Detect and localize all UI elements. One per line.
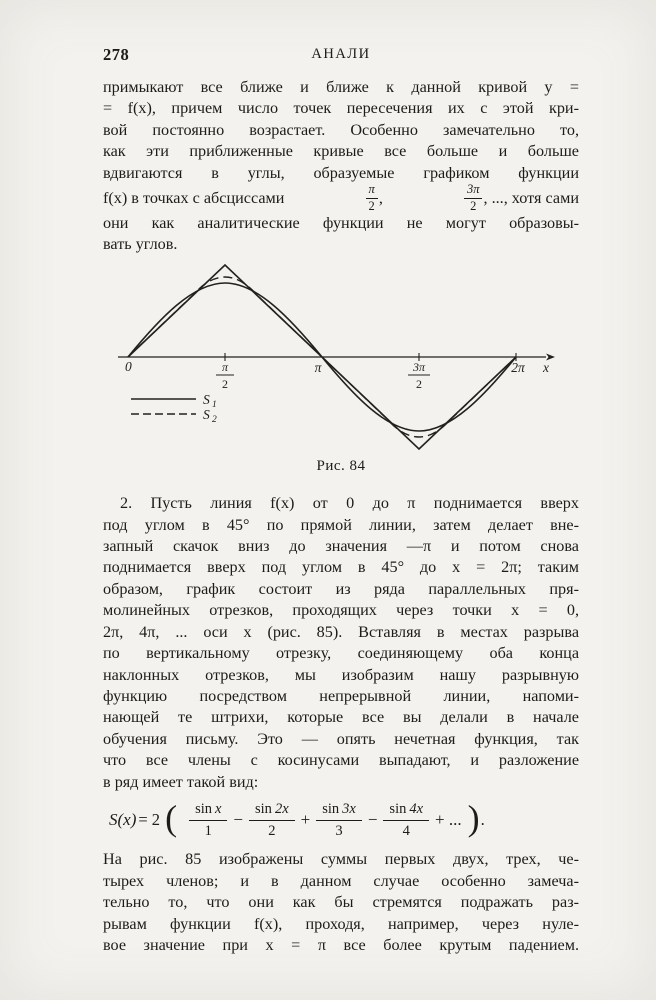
open-paren: (	[165, 798, 178, 839]
paragraph-1	[103, 77, 579, 256]
paragraph-1-top	[103, 77, 579, 184]
text-line: = f(x), причем число точек пересечения их с этой кри-	[103, 99, 579, 118]
text-line: наклонных отрезков, мы изобразим нашу разрывную	[103, 665, 579, 684]
label-pi-2-num: π	[221, 359, 229, 374]
figure-caption: Рис. 84	[316, 457, 366, 474]
page-header	[103, 44, 579, 66]
inline-fraction-3pi-2: 3π 2	[464, 183, 483, 214]
figure-plot	[103, 258, 579, 454]
separator-comma: ,	[378, 188, 383, 207]
legend-s2-label: S	[203, 406, 210, 422]
term-op: +	[300, 810, 311, 830]
label-origin: 0	[125, 358, 132, 374]
sin-fn: sin	[195, 800, 212, 817]
fraction-term-4	[383, 801, 429, 839]
text-line: нающей те штрихи, которые все вы делали в начале	[103, 708, 579, 727]
abscissa-2	[463, 183, 579, 214]
term-den: 4	[402, 822, 410, 839]
term-op: −	[233, 810, 244, 830]
fraction-line-pre: f(x) в точках с абсциссами	[103, 188, 285, 207]
paragraph-2-body	[103, 515, 579, 793]
formula-tail: + ...	[435, 810, 462, 830]
text-line: в ряд имеет такой вид:	[103, 772, 259, 791]
text-line: вое значение при x = π все более крутым падением.	[103, 935, 579, 954]
figure-84	[103, 258, 579, 477]
formula-period: .	[480, 810, 485, 830]
sin-arg: 3x	[342, 800, 356, 817]
text-line: как эти приближенные кривые все больше и больше	[103, 142, 579, 161]
text-line: тырех членов; и в данном случае особенно замеча-	[103, 871, 579, 890]
text-line: они как аналитические функции не могут образовы-	[103, 214, 579, 233]
fraction-term-1	[189, 801, 227, 839]
legend-s1-label: S	[203, 391, 210, 407]
sin-arg: 4x	[409, 800, 424, 817]
paragraph-2	[103, 493, 579, 793]
term-den: 3	[335, 822, 343, 839]
running-title: АНАЛИ	[311, 46, 371, 62]
sin-arg: x	[214, 800, 222, 817]
formula-equals: = 2	[138, 810, 161, 830]
text-line: под углом в 45° по прямой линии, затем делает вне-	[103, 515, 579, 534]
text-line: поднимается вверх под углом в 45° до x = 2π; таким	[103, 558, 579, 577]
sin-fn: sin	[322, 800, 340, 817]
text-line: вдвигаются в углы, образуемые графиком функции	[103, 163, 579, 182]
close-paren: )	[467, 798, 480, 839]
text-line: функцию посредством непрерывной линии, напоми-	[103, 686, 579, 705]
text-line: примыкают все ближе и ближе к данной кривой y =	[103, 78, 579, 96]
fraction-term-2	[249, 801, 295, 839]
text-line: запный скачок вниз до значения —π и потом снова	[103, 537, 579, 556]
formula-lhs: S(x)	[109, 810, 137, 830]
paragraph-3	[103, 849, 579, 956]
term-op: −	[367, 810, 378, 830]
series-formula	[109, 798, 579, 839]
text-line: образом, график состоит из ряда параллельных пря-	[103, 579, 579, 598]
legend-s1-sub: 1	[212, 399, 217, 410]
paragraph-3-body	[103, 849, 579, 956]
label-x-axis-var: x	[543, 359, 549, 375]
term-den: 1	[204, 822, 212, 839]
sin-fn: sin	[389, 800, 407, 817]
label-pi-2-den: 2	[222, 376, 228, 391]
text-line: молинейных отрезков, проходящих через точки x = 0,	[103, 601, 579, 620]
text-line: рывам функции f(x), проходя, например, через нуле-	[103, 914, 579, 933]
label-3pi-2-den: 2	[416, 376, 422, 391]
text-line: обучения письму. Это — опять нечетная функция, так	[103, 729, 579, 748]
page-number: 278	[103, 45, 130, 64]
text-line: тельно то, что они как бы стремятся подражать раз-	[103, 893, 579, 912]
label-2pi: 2π	[511, 359, 525, 375]
text-line: вой постоянно возрастает. Особенно замечательно то,	[103, 120, 579, 139]
sin-fn: sin	[255, 800, 272, 817]
abscissa-1	[365, 183, 383, 214]
text-line: 2. Пусть линия f(x) от 0 до π поднимается вверх	[120, 494, 579, 513]
inline-fraction-pi-2: π 2	[366, 183, 378, 214]
text-line: вать углов.	[103, 235, 178, 254]
fraction-term-3	[316, 801, 362, 839]
sin-arg: 2x	[274, 800, 289, 817]
text-line: по вертикальному отрезку, соединяющему оба конца	[103, 644, 579, 663]
text-line: На рис. 85 изображены суммы первых двух, трех, че-	[103, 850, 579, 869]
text-line: 2π, 4π, ... оси x (рис. 85). Вставляя в местах разрыва	[103, 622, 579, 641]
fraction-line-post: , ..., хотя сами	[483, 188, 579, 207]
fraction-line	[103, 184, 579, 213]
text-block	[103, 44, 579, 956]
term-den: 2	[268, 822, 276, 839]
paragraph-1-bottom	[103, 213, 579, 256]
text-line: что все члены с косинусами выпадают, и разложение	[103, 751, 579, 770]
label-pi: π	[314, 359, 322, 375]
legend-s2-sub: 2	[212, 414, 217, 425]
label-3pi-2-num: 3π	[412, 359, 426, 374]
